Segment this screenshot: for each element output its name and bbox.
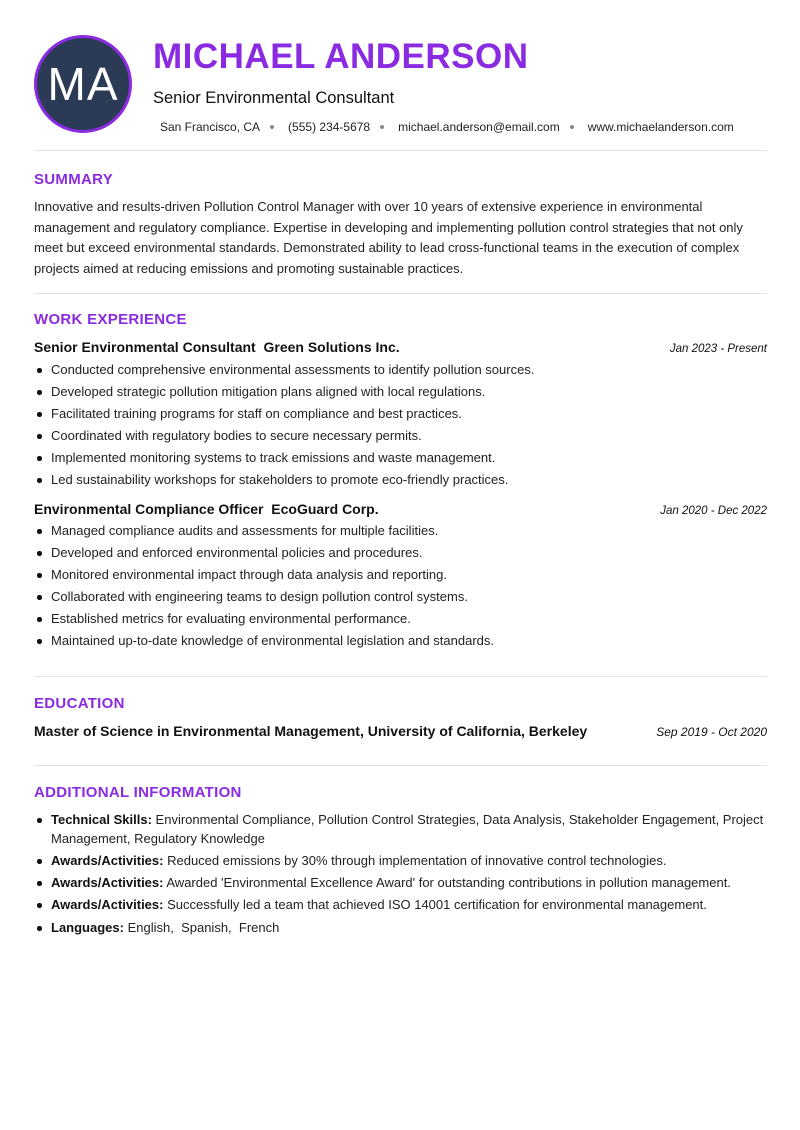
item-label: Awards/Activities: bbox=[51, 875, 164, 890]
item-label: Awards/Activities: bbox=[51, 897, 164, 912]
job-title-line bbox=[34, 339, 400, 355]
list-item: Led sustainability workshops for stakeholders to promote eco-friendly practices. bbox=[34, 469, 767, 491]
education-heading: EDUCATION bbox=[34, 695, 125, 712]
additional-heading: ADDITIONAL INFORMATION bbox=[34, 784, 242, 801]
job-dates: Jan 2020 - Dec 2022 bbox=[660, 505, 767, 517]
summary-section bbox=[34, 151, 767, 279]
education-dates: Sep 2019 - Oct 2020 bbox=[656, 725, 767, 739]
list-item: Maintained up-to-date knowledge of environmental legislation and standards. bbox=[34, 630, 767, 652]
job-bullets bbox=[34, 520, 767, 652]
summary-text: Innovative and results-driven Pollution Control Manager with over 10 years of extensive experience in environmental management and regulatory compliance. Expertise in developing and implementing pollution control strategies that not only meet but exceed environmental standards. Demonstrated ability to lead cross-functional teams in the execution of complex projects aimed at reducing emissions and promoting sustainable practices. bbox=[34, 199, 743, 276]
item-label: Technical Skills: bbox=[51, 812, 152, 827]
item-text: Awarded 'Environmental Excellence Award' for outstanding contributions in pollution management. bbox=[166, 875, 731, 890]
list-item: Managed compliance audits and assessments for multiple facilities. bbox=[34, 520, 767, 542]
list-item: Conducted comprehensive environmental assessments to identify pollution sources. bbox=[34, 359, 767, 381]
job-title-line bbox=[34, 501, 379, 517]
job-role: Senior Environmental Consultant bbox=[34, 339, 256, 355]
resume-header bbox=[34, 0, 767, 150]
bullet-separator bbox=[570, 125, 574, 129]
job-company: EcoGuard Corp. bbox=[271, 501, 379, 517]
avatar-initials: MA bbox=[34, 35, 132, 133]
list-item bbox=[34, 810, 767, 848]
list-item bbox=[34, 851, 767, 870]
bullet-separator bbox=[270, 125, 274, 129]
list-item: Established metrics for evaluating environmental performance. bbox=[34, 608, 767, 630]
list-item: Facilitated training programs for staff on compliance and best practices. bbox=[34, 403, 767, 425]
education-section bbox=[34, 677, 767, 739]
job-header bbox=[34, 501, 767, 517]
list-item bbox=[34, 895, 767, 914]
item-label: Awards/Activities: bbox=[51, 853, 164, 868]
candidate-title: Senior Environmental Consultant bbox=[153, 89, 395, 107]
list-item: Coordinated with regulatory bodies to secure necessary permits. bbox=[34, 425, 767, 447]
candidate-name: MICHAEL ANDERSON bbox=[153, 37, 529, 76]
job-entry bbox=[34, 339, 767, 491]
job-role: Environmental Compliance Officer bbox=[34, 501, 264, 517]
experience-heading: WORK EXPERIENCE bbox=[34, 311, 187, 328]
list-item: Monitored environmental impact through data analysis and reporting. bbox=[34, 564, 767, 586]
item-text: Reduced emissions by 30% through implementation of innovative control technologies. bbox=[167, 853, 667, 868]
additional-section bbox=[34, 766, 767, 937]
education-entry bbox=[34, 723, 767, 739]
job-header bbox=[34, 339, 767, 355]
bullet-separator bbox=[380, 125, 384, 129]
contact-email[interactable]: michael.anderson@email.com bbox=[398, 120, 560, 134]
summary-heading: SUMMARY bbox=[34, 171, 114, 188]
item-text: Successfully led a team that achieved ISO 14001 certification for environmental management. bbox=[167, 897, 707, 912]
job-company: Green Solutions Inc. bbox=[263, 339, 400, 355]
experience-section bbox=[34, 294, 767, 652]
item-label: Languages: bbox=[51, 920, 124, 935]
list-item bbox=[34, 873, 767, 892]
contact-phone: (555) 234-5678 bbox=[288, 120, 371, 134]
list-item bbox=[34, 918, 767, 937]
list-item: Collaborated with engineering teams to design pollution control systems. bbox=[34, 586, 767, 608]
contact-website[interactable]: www.michaelanderson.com bbox=[587, 120, 734, 134]
job-entry bbox=[34, 501, 767, 652]
job-bullets bbox=[34, 359, 767, 491]
contact-line bbox=[160, 120, 734, 134]
list-item: Developed strategic pollution mitigation plans aligned with local regulations. bbox=[34, 381, 767, 403]
resume-page bbox=[34, 0, 767, 940]
item-text: Environmental Compliance, Pollution Control Strategies, Data Analysis, Stakeholder Engagement, Project Management, Regulatory Knowledge bbox=[51, 812, 764, 846]
contact-location: San Francisco, CA bbox=[160, 120, 261, 134]
additional-list bbox=[34, 810, 767, 937]
education-degree: Master of Science in Environmental Management, University of California, Berkeley bbox=[34, 723, 588, 739]
list-item: Developed and enforced environmental policies and procedures. bbox=[34, 542, 767, 564]
job-dates: Jan 2023 - Present bbox=[669, 343, 767, 355]
list-item: Implemented monitoring systems to track emissions and waste management. bbox=[34, 447, 767, 469]
item-text: English, Spanish, French bbox=[127, 920, 280, 935]
